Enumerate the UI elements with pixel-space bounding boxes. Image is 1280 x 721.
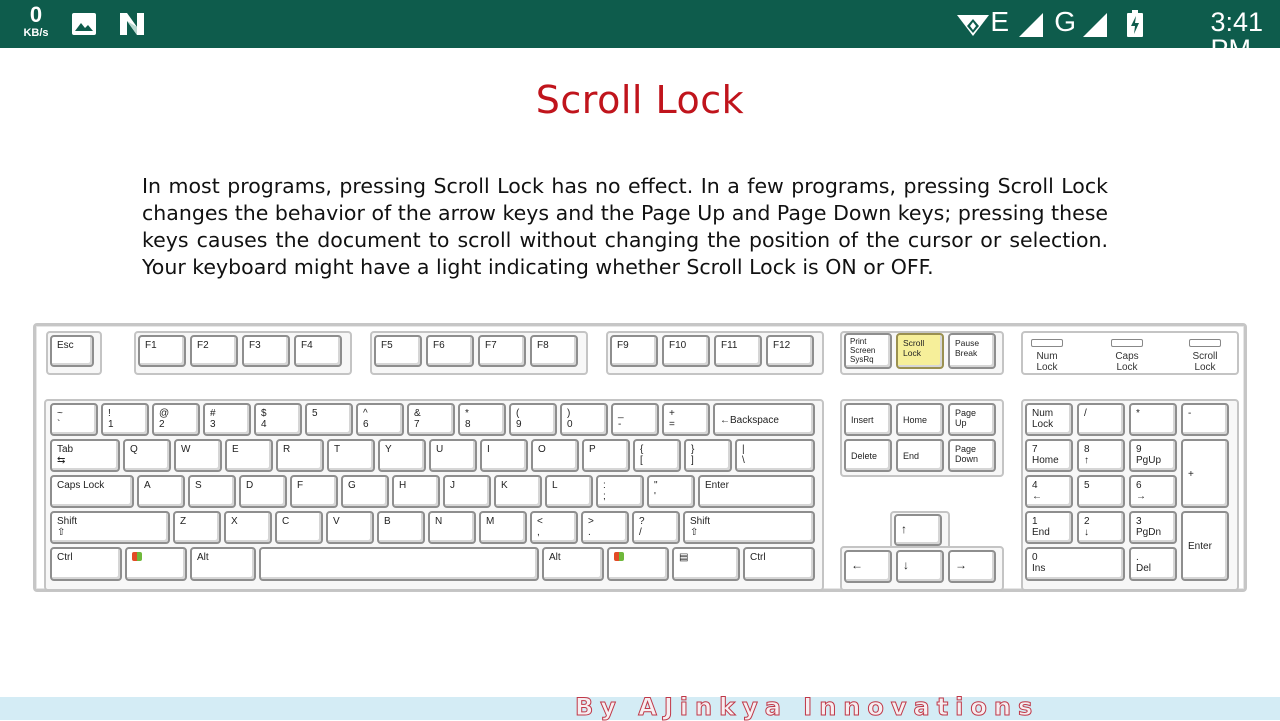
key-m: M	[479, 511, 527, 544]
key-q: Q	[123, 439, 171, 472]
num-lock-indicator-label: Num Lock	[1036, 351, 1058, 373]
key-tab: Tab ⇆	[50, 439, 120, 472]
key-f8: F8	[530, 335, 578, 367]
key-minus: _ -	[611, 403, 659, 436]
key-f4: F4	[294, 335, 342, 367]
key-print-screen: Print Screen SysRq	[844, 333, 892, 369]
key-f3: F3	[242, 335, 290, 367]
key-l: L	[545, 475, 593, 508]
key-h: H	[392, 475, 440, 508]
key-7: & 7	[407, 403, 455, 436]
scroll-lock-indicator	[1185, 339, 1225, 373]
key-period: > .	[581, 511, 629, 544]
key-y: Y	[378, 439, 426, 472]
windows-logo-icon	[132, 552, 142, 561]
key-4: $ 4	[254, 403, 302, 436]
key-j: J	[443, 475, 491, 508]
key-f10: F10	[662, 335, 710, 367]
key-right-brace: } ]	[684, 439, 732, 472]
gallery-icon	[71, 11, 97, 41]
key-numpad-5: 5	[1077, 475, 1125, 508]
key-v: V	[326, 511, 374, 544]
indicator-lights-panel	[1021, 331, 1239, 375]
key-x: X	[224, 511, 272, 544]
key-numpad-divide: /	[1077, 403, 1125, 436]
key-numpad-multiply: *	[1129, 403, 1177, 436]
scroll-lock-indicator-label: Scroll Lock	[1192, 351, 1218, 373]
key-c: C	[275, 511, 323, 544]
key-numpad-6: 6 →	[1129, 475, 1177, 508]
key-pause-break: Pause Break	[948, 333, 996, 369]
key-right-shift: Shift ⇧	[683, 511, 815, 544]
caps-lock-indicator-label: Caps Lock	[1115, 351, 1139, 373]
key-left-shift: Shift ⇧	[50, 511, 170, 544]
key-n: N	[428, 511, 476, 544]
key-s: S	[188, 475, 236, 508]
key-f1: F1	[138, 335, 186, 367]
windows-logo-icon	[614, 552, 624, 561]
key-3: # 3	[203, 403, 251, 436]
key-e: E	[225, 439, 273, 472]
key-space	[259, 547, 539, 581]
network-type-g: G	[1054, 6, 1076, 37]
key-arrow-left: ←	[844, 550, 892, 583]
key-numpad-7: 7 Home	[1025, 439, 1073, 472]
key-num-lock: Num Lock	[1025, 403, 1073, 436]
wifi-hotspot-icon	[956, 12, 990, 42]
network-speed-value: 0	[29, 2, 43, 27]
key-end: End	[896, 439, 944, 472]
key-b: B	[377, 511, 425, 544]
key-caps-lock: Caps Lock	[50, 475, 134, 508]
network-speed-indicator	[16, 4, 56, 39]
key-numpad-4: 4 ←	[1025, 475, 1073, 508]
key-1: ! 1	[101, 403, 149, 436]
key-8: * 8	[458, 403, 506, 436]
key-menu: ▤	[672, 547, 740, 581]
key-page-up: Page Up	[948, 403, 996, 436]
signal-2-icon	[1082, 12, 1108, 42]
key-arrow-right: →	[948, 550, 996, 583]
key-numpad-0: 0 Ins	[1025, 547, 1125, 581]
battery-charging-icon	[1126, 10, 1144, 42]
key-numpad-2: 2 ↓	[1077, 511, 1125, 544]
key-numpad-3: 3 PgDn	[1129, 511, 1177, 544]
key-left-alt: Alt	[190, 547, 256, 581]
key-comma: < ,	[530, 511, 578, 544]
key-f6: F6	[426, 335, 474, 367]
slide-title: Scroll Lock	[535, 78, 745, 122]
key-g: G	[341, 475, 389, 508]
key-numpad-plus: +	[1181, 439, 1229, 508]
key-right-windows	[607, 547, 669, 581]
status-clock: 3:41 PM	[1210, 7, 1263, 64]
key-esc: Esc	[50, 335, 94, 367]
key-d: D	[239, 475, 287, 508]
key-numpad-minus: -	[1181, 403, 1229, 436]
key-r: R	[276, 439, 324, 472]
key-tilde: ~ `	[50, 403, 98, 436]
num-lock-lamp	[1031, 339, 1063, 347]
num-lock-indicator	[1027, 339, 1067, 373]
key-numpad-1: 1 End	[1025, 511, 1073, 544]
network-type-e: E	[990, 6, 1009, 37]
key-semicolon: : ;	[596, 475, 644, 508]
key-o: O	[531, 439, 579, 472]
key-u: U	[429, 439, 477, 472]
key-backspace: ←Backspace	[713, 403, 815, 436]
key-quote: " '	[647, 475, 695, 508]
key-f5: F5	[374, 335, 422, 367]
key-5: 5	[305, 403, 353, 436]
key-numpad-8: 8 ↑	[1077, 439, 1125, 472]
key-numpad-decimal: . Del	[1129, 547, 1177, 581]
key-numpad-9: 9 PgUp	[1129, 439, 1177, 472]
key-2: @ 2	[152, 403, 200, 436]
key-left-brace: { [	[633, 439, 681, 472]
slide-body-text: In most programs, pressing Scroll Lock has no effect. In a few programs, pressing Scroll Lock changes the behavior of the arrow keys and the Page Up and Page Down keys; pressing these keys causes the document to scroll without changing the position of the cursor or selection. Your keyboard might have a light indicating whether Scroll Lock is ON or OFF.	[142, 174, 1108, 279]
key-f11: F11	[714, 335, 762, 367]
status-bar	[0, 0, 1280, 64]
key-k: K	[494, 475, 542, 508]
key-w: W	[174, 439, 222, 472]
signal-1-icon	[1018, 12, 1044, 42]
key-right-ctrl: Ctrl	[743, 547, 815, 581]
key-numpad-enter: Enter	[1181, 511, 1229, 581]
key-right-alt: Alt	[542, 547, 604, 581]
key-left-ctrl: Ctrl	[50, 547, 122, 581]
footer-credit: By AJinkya Innovations	[575, 693, 1040, 721]
key-backslash: | \	[735, 439, 815, 472]
key-f: F	[290, 475, 338, 508]
key-p: P	[582, 439, 630, 472]
key-scroll-lock: Scroll Lock	[896, 333, 944, 369]
key-i: I	[480, 439, 528, 472]
key-0: ) 0	[560, 403, 608, 436]
key-page-down: Page Down	[948, 439, 996, 472]
key-t: T	[327, 439, 375, 472]
key-delete: Delete	[844, 439, 892, 472]
key-a: A	[137, 475, 185, 508]
key-f2: F2	[190, 335, 238, 367]
caps-lock-lamp	[1111, 339, 1143, 347]
key-arrow-down: ↓	[896, 550, 944, 583]
key-6: ^ 6	[356, 403, 404, 436]
key-arrow-up: ↑	[894, 514, 942, 546]
keyboard-illustration	[33, 323, 1247, 592]
key-equal: + =	[662, 403, 710, 436]
key-home: Home	[896, 403, 944, 436]
network-speed-unit: KB/s	[23, 27, 49, 39]
key-f12: F12	[766, 335, 814, 367]
key-z: Z	[173, 511, 221, 544]
n-app-icon	[118, 11, 146, 41]
key-f9: F9	[610, 335, 658, 367]
scroll-lock-lamp	[1189, 339, 1221, 347]
key-9: ( 9	[509, 403, 557, 436]
key-f7: F7	[478, 335, 526, 367]
key-slash: ? /	[632, 511, 680, 544]
key-left-windows	[125, 547, 187, 581]
key-insert: Insert	[844, 403, 892, 436]
caps-lock-indicator	[1107, 339, 1147, 373]
key-enter: Enter	[698, 475, 815, 508]
